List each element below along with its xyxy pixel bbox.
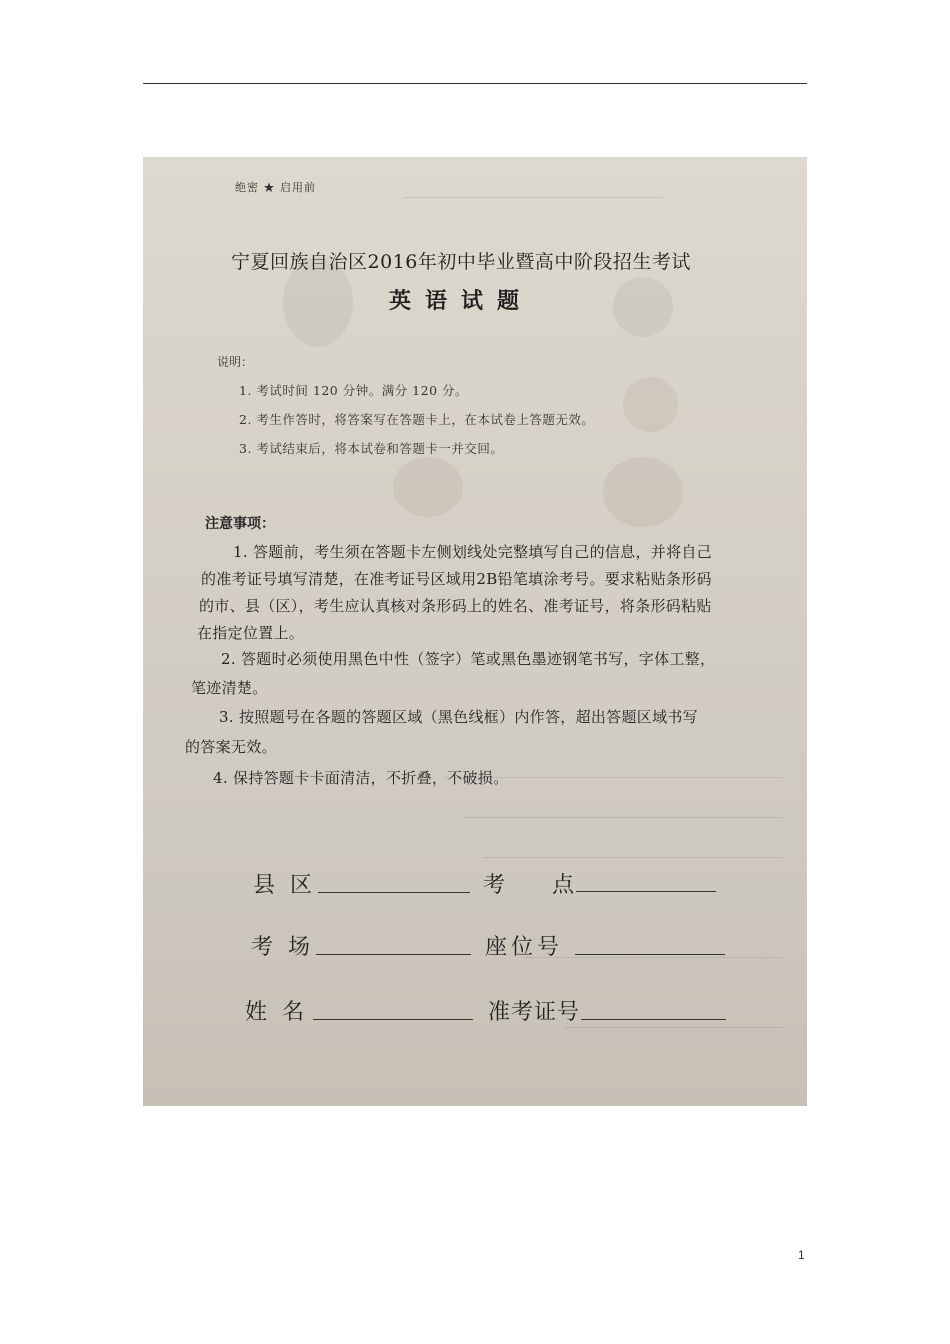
county-label: 县 区: [253, 873, 316, 898]
seat-number-label: 座位号: [485, 935, 564, 960]
ghost-figure: [613, 277, 673, 337]
ticket-number-label: 准考证号: [488, 1000, 581, 1025]
notices-heading: 注意事项：: [205, 516, 275, 532]
ghost-line: [483, 857, 783, 858]
seat-number-blank[interactable]: [575, 954, 725, 955]
exam-site-blank[interactable]: [576, 891, 716, 892]
ghost-figure: [603, 457, 683, 527]
exam-subject: 英语试题: [389, 288, 534, 314]
instruction-item: 1. 考试时间 120 分钟。满分 120 分。: [239, 383, 469, 398]
instruction-item: 2. 考生作答时，将答案写在答题卡上，在本试卷上答题无效。: [239, 412, 595, 427]
notice-line: 4. 保持答题卡卡面清洁，不折叠，不破损。: [213, 769, 509, 787]
notice-line: 3. 按照题号在各题的答题区域（黑色线框）内作答，超出答题区域书写: [219, 708, 698, 726]
header-rule: [143, 83, 807, 84]
name-blank[interactable]: [313, 1019, 473, 1020]
notice-line: 的准考证号填写清楚，在准考证号区域用2B铅笔填涂考号。要求粘贴条形码: [201, 570, 712, 588]
ghost-line: [463, 817, 783, 818]
instructions-heading: 说明：: [217, 355, 254, 369]
ghost-line: [563, 1027, 783, 1028]
notice-line: 笔迹清楚。: [191, 679, 268, 697]
notice-line: 2. 答题时必须使用黑色中性（签字）笔或黑色墨迹钢笔书写，字体工整，: [221, 650, 716, 668]
ticket-number-blank[interactable]: [581, 1019, 726, 1020]
ghost-line: [403, 197, 663, 198]
instruction-item: 3. 考试结束后，将本试卷和答题卡一并交回。: [239, 441, 504, 456]
county-blank[interactable]: [318, 892, 470, 893]
exam-paper-photo: [143, 157, 807, 1106]
exam-room-label: 考 场: [251, 935, 314, 960]
ghost-figure: [393, 457, 463, 517]
confidential-label: 绝密 ★ 启用前: [235, 181, 316, 194]
name-label: 姓 名: [245, 1000, 308, 1025]
notice-line: 的市、县（区），考生应认真核对条形码上的姓名、准考证号，将条形码粘贴: [199, 597, 712, 615]
ghost-figure: [623, 377, 678, 432]
exam-site-label: 考 点: [483, 873, 594, 898]
page-number: 1: [798, 1248, 805, 1262]
notice-line: 在指定位置上。: [197, 624, 305, 642]
exam-room-blank[interactable]: [316, 954, 471, 955]
notice-line: 1. 答题前，考生须在答题卡左侧划线处完整填写自己的信息，并将自己: [233, 543, 712, 561]
notice-line: 的答案无效。: [185, 738, 277, 756]
exam-title: 宁夏回族自治区2016年初中毕业暨高中阶段招生考试: [231, 251, 691, 273]
